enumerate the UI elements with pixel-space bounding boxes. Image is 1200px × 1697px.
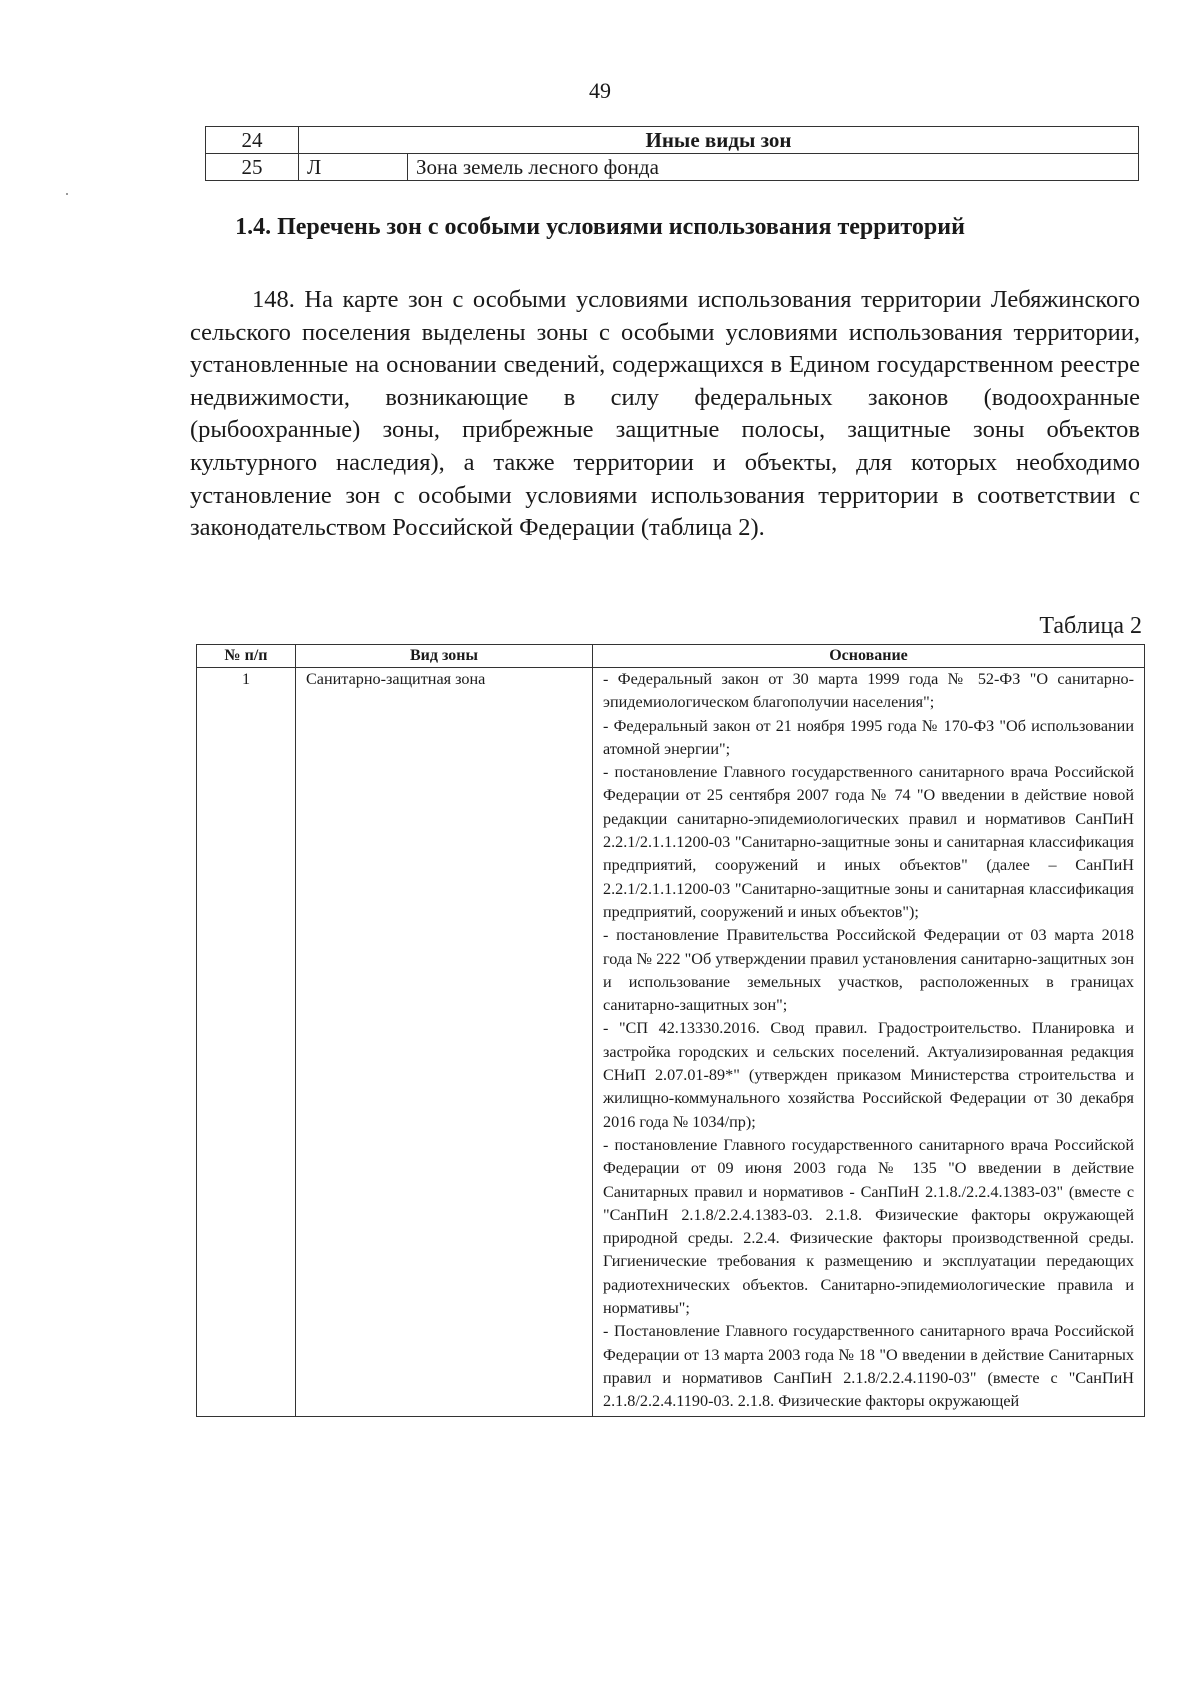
basis-item: - Федеральный закон от 30 марта 1999 года № 52-ФЗ "О санитарно-эпидемиологическом благополучии населения"; xyxy=(603,670,1134,712)
zone-group-title: Иные виды зон xyxy=(299,127,1139,154)
table-row xyxy=(197,668,1145,1417)
basis-item: - постановление Правительства Российской Федерации от 03 марта 2018 года № 222 "Об утверждении правил установления санитарно-защитных зон и использование земельных участков, расположенных в границах санитарно-защитных зон"; xyxy=(603,926,1134,1015)
zone-name: Зона земель лесного фонда xyxy=(408,154,1139,181)
column-header-number: № п/п xyxy=(197,645,296,668)
row-number: 25 xyxy=(206,154,299,181)
scan-artifact xyxy=(66,193,68,195)
page-number: 49 xyxy=(589,78,611,103)
row-number: 1 xyxy=(197,668,296,1417)
basis-item: - "СП 42.13330.2016. Свод правил. Градостроительство. Планировка и застройка городских и сельских поселений. Актуализированная редакция СНиП 2.07.01-89*" (утвержден приказом Министерства строительства и жилищно-коммунального хозяйства Российской Федерации от 30 декабря 2016 года № 1034/пр); xyxy=(603,1019,1134,1131)
zone-code: Л xyxy=(299,154,408,181)
zone-table xyxy=(205,126,1139,181)
table-row xyxy=(206,127,1139,154)
table-header-row xyxy=(197,645,1145,668)
section-heading: 1.4. Перечень зон с особыми условиями использования территорий xyxy=(235,214,965,240)
body-paragraph: 148. На карте зон с особыми условиями использования территории Лебяжинского сельского поселения выделены зоны с особыми условиями использования территории, установленные на основании сведений, содержащихся в Едином государственном реестре недвижимости, возникающие в силу федеральных законов (водоохранные (рыбоохранные) зоны, прибрежные защитные полосы, защитные зоны объектов культурного наследия), а также территории и объекты, для которых необходимо установление зон с особыми условиями использования территории в соответствии с законодательством Российской Федерации (таблица 2). xyxy=(190,286,1140,542)
column-header-zone-type: Вид зоны xyxy=(296,645,593,668)
basis-item: - постановление Главного государственного санитарного врача Российской Федерации от 09 июня 2003 года № 135 "О введении в действие Санитарных правил и нормативов - СанПиН 2.1.8./2.2.4.1383-03" (вместе с "СанПиН 2.1.8/2.2.4.1383-03. 2.1.8. Физические факторы окружающей природной среды. 2.2.4. Физические факторы производственной среды. Гигиенические требования к размещению и эксплуатации передающих радиотехнических объектов. Санитарно-эпидемиологические правила и нормативы"; xyxy=(603,1135,1134,1318)
table-caption: Таблица 2 xyxy=(1039,613,1142,639)
zone-type: Санитарно-защитная зона xyxy=(296,668,593,1417)
column-header-basis: Основание xyxy=(593,645,1145,668)
basis-item: - Постановление Главного государственного санитарного врача Российской Федерации от 13 марта 2003 года № 18 "О введении в действие Санитарных правил и нормативов СанПиН 2.1.8/2.2.4.1190-03" (вместе с "СанПиН 2.1.8/2.2.4.1190-03. 2.1.8. Физические факторы окружающей xyxy=(603,1322,1134,1411)
row-number: 24 xyxy=(206,127,299,154)
basis-item: - постановление Главного государственного санитарного врача Российской Федерации от 25 сентября 2007 года № 74 "О введении в действие новой редакции санитарно-эпидемиологических правил и нормативов СанПиН 2.2.1/2.1.1.1200-03 "Санитарно-защитные зоны и санитарная классификация предприятий, сооружений и иных объектов" (далее – СанПиН 2.2.1/2.1.1.1200-03 "Санитарно-защитные зоны и санитарная классификация предприятий, сооружений и иных объектов"); xyxy=(603,763,1134,921)
zones-basis-table xyxy=(196,644,1145,1417)
table-row xyxy=(206,154,1139,181)
basis-item: - Федеральный закон от 21 ноября 1995 года № 170-ФЗ "Об использовании атомной энергии"; xyxy=(603,716,1134,758)
basis-cell xyxy=(593,668,1145,1417)
